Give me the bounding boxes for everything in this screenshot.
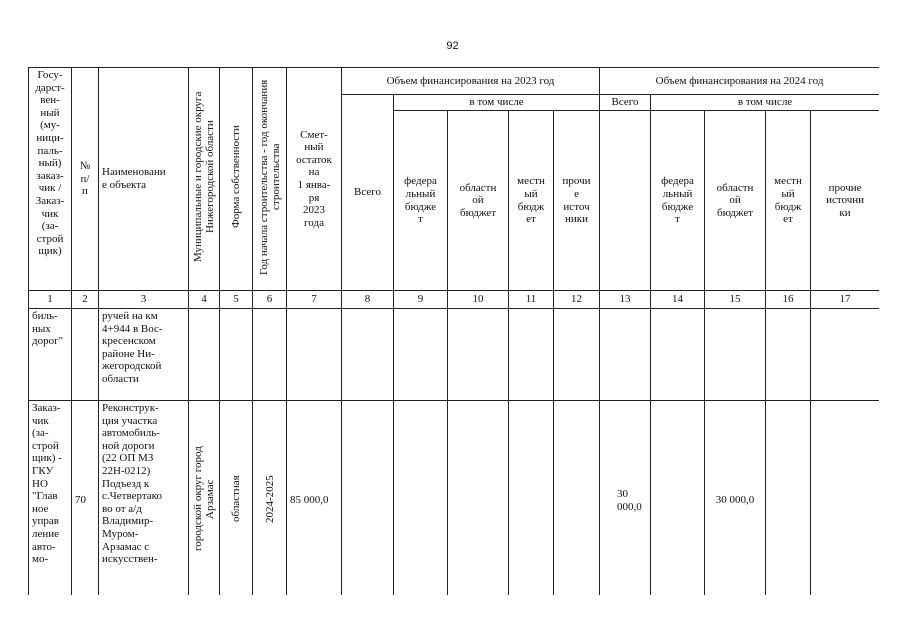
- page-number: 92: [446, 40, 459, 52]
- row-customer: биль- ных дорог": [29, 309, 72, 401]
- col-number: 3: [99, 291, 189, 309]
- header-ownership: Форма собственности: [220, 68, 253, 291]
- col-number: 10: [448, 291, 509, 309]
- col-number: 1: [29, 291, 72, 309]
- header-municipality: Муниципальные и городские округа Нижегородской области: [189, 68, 220, 291]
- header-financing-2023: Объем финансирования на 2023 год: [342, 68, 600, 95]
- header-object-name: Наименовани е объекта: [99, 68, 189, 291]
- col-number: 16: [766, 291, 811, 309]
- col-number: 4: [189, 291, 220, 309]
- financing-table-frame: [28, 67, 879, 595]
- header-other-2023: прочи е источ ники: [554, 111, 600, 291]
- col-number: 2: [72, 291, 99, 309]
- header-including-2024: в том числе: [651, 95, 879, 111]
- col-number: 9: [394, 291, 448, 309]
- col-number: 6: [253, 291, 287, 309]
- col-number: 11: [509, 291, 554, 309]
- header-financing-2024: Объем финансирования на 2024 год: [600, 68, 879, 95]
- header-years: Год начала строительства - год окончания строительства: [253, 68, 287, 291]
- header-estimate: Смет- ный остаток на 1 янва- ря 2023 года: [287, 68, 342, 291]
- header-federal-2023: федера льный бюдже т: [394, 111, 448, 291]
- row-customer: Заказ- чик (за- строй щик) - ГКУ НО "Глав ное управ ление авто- мо-: [29, 401, 72, 596]
- col-number: 15: [705, 291, 766, 309]
- row-number: 70: [72, 401, 99, 596]
- row-estimate: 85 000,0: [287, 401, 342, 596]
- col-number: 5: [220, 291, 253, 309]
- header-local-2023: местн ый бюдж ет: [509, 111, 554, 291]
- header-including-2023: в том числе: [394, 95, 600, 111]
- header-local-2024: местн ый бюдж ет: [766, 111, 811, 291]
- header-other-2024: прочие источни ки: [811, 111, 879, 291]
- col-number: 7: [287, 291, 342, 309]
- table-row: [29, 309, 880, 401]
- header-regional-2023: областн ой бюджет: [448, 111, 509, 291]
- row-years: 2024-2025: [253, 401, 287, 596]
- header-number: № п/ п: [72, 68, 99, 291]
- row-object-name: Реконструк- ция участка автомобиль- ной дороги (22 ОП МЗ 22Н-0212) Подъезд к с.Четвертако во от а/д Владимир- Муром- Арзамас с искусствен-: [99, 401, 189, 596]
- header-total-2024-spacer: [600, 111, 651, 291]
- col-number: 13: [600, 291, 651, 309]
- row-total-2024: 30 000,0: [600, 401, 651, 596]
- header-total-2023: Всего: [342, 95, 394, 291]
- table-row: [29, 401, 880, 596]
- row-number: [72, 309, 99, 401]
- financing-table: [28, 67, 879, 595]
- header-federal-2024: федера льный бюдже т: [651, 111, 705, 291]
- header-regional-2024: областн ой бюджет: [705, 111, 766, 291]
- row-object-name: ручей на км 4+944 в Вос- кресенском районе Ни- жегородской области: [99, 309, 189, 401]
- col-number: 17: [811, 291, 879, 309]
- row-ownership: областная: [220, 401, 253, 596]
- column-numbers-row: [29, 291, 880, 309]
- row-municipality: городской округ город Арзамас: [189, 401, 220, 596]
- header-customer: Госу- дарст- вен- ный (му- ници- паль- ный) заказ- чик / Заказ- чик (за- строй щик): [29, 68, 72, 291]
- col-number: 14: [651, 291, 705, 309]
- col-number: 12: [554, 291, 600, 309]
- col-number: 8: [342, 291, 394, 309]
- row-regional-2024: 30 000,0: [705, 401, 766, 596]
- header-total-2024: Всего: [600, 95, 651, 111]
